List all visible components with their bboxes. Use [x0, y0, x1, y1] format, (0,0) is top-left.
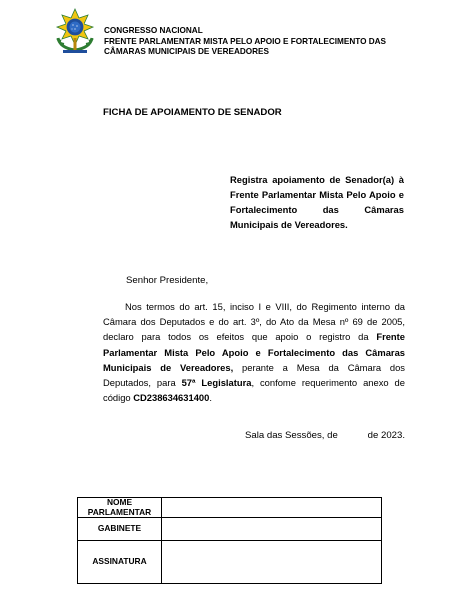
salutation: Senhor Presidente,: [126, 275, 209, 286]
nome-parlamentar-field[interactable]: [162, 498, 382, 518]
gabinete-field[interactable]: [162, 518, 382, 541]
date-line-year: de 2023.: [367, 430, 405, 441]
body-text-part: .: [209, 392, 212, 404]
row-label-gabinete: GABINETE: [78, 518, 162, 541]
table-row: [78, 498, 382, 518]
legislatura: 57ª Legislatura: [181, 377, 252, 389]
body-text-part: Nos termos do art. 15, inciso I e VIII, do Regimento interno da Câmara dos Deputados e do art. 3º, do Ato da Mesa nº 69 de 2005, declaro para todos os efeitos que apoio o registro da: [103, 301, 405, 343]
date-line: [245, 430, 405, 441]
request-code: CD238634631400: [133, 392, 210, 404]
body-text-part: perante a Mesa da Câmara dos Deputados, para: [103, 361, 405, 389]
row-label-assinatura: ASSINATURA: [78, 541, 162, 584]
table-row: [78, 518, 382, 541]
document-header: [104, 26, 449, 58]
body-text-part: , confome requerimento anexo de código: [103, 377, 405, 404]
header-line-frente: FRENTE PARLAMENTAR MISTA PELO APOIO E FORTALECIMENTO DAS: [104, 36, 387, 46]
row-label-nome: NOME PARLAMENTAR: [78, 498, 162, 518]
assinatura-field[interactable]: [162, 541, 382, 584]
header-line-camaras: CÂMARAS MUNICIPAIS DE VEREADORES: [104, 47, 269, 56]
date-line-left: Sala das Sessões, de: [245, 430, 338, 441]
brazil-coat-of-arms-icon: [52, 8, 98, 54]
document-title: FICHA DE APOIAMENTO DE SENADOR: [103, 107, 282, 118]
frente-name: Frente Parlamentar Mista Pelo Apoio e Fortalecimento das Câmaras Municipais de Vereadores,: [103, 331, 405, 373]
document-summary: Registra apoiamento de Senador(a) à Frente Parlamentar Mista Pelo Apoio e Fortalecimento das Câmaras Municipais de Vereadores.: [230, 174, 404, 230]
table-row: [78, 541, 382, 584]
header-line-congresso: CONGRESSO NACIONAL: [104, 26, 203, 35]
body-paragraph: [103, 299, 405, 405]
signature-table: [77, 497, 382, 584]
